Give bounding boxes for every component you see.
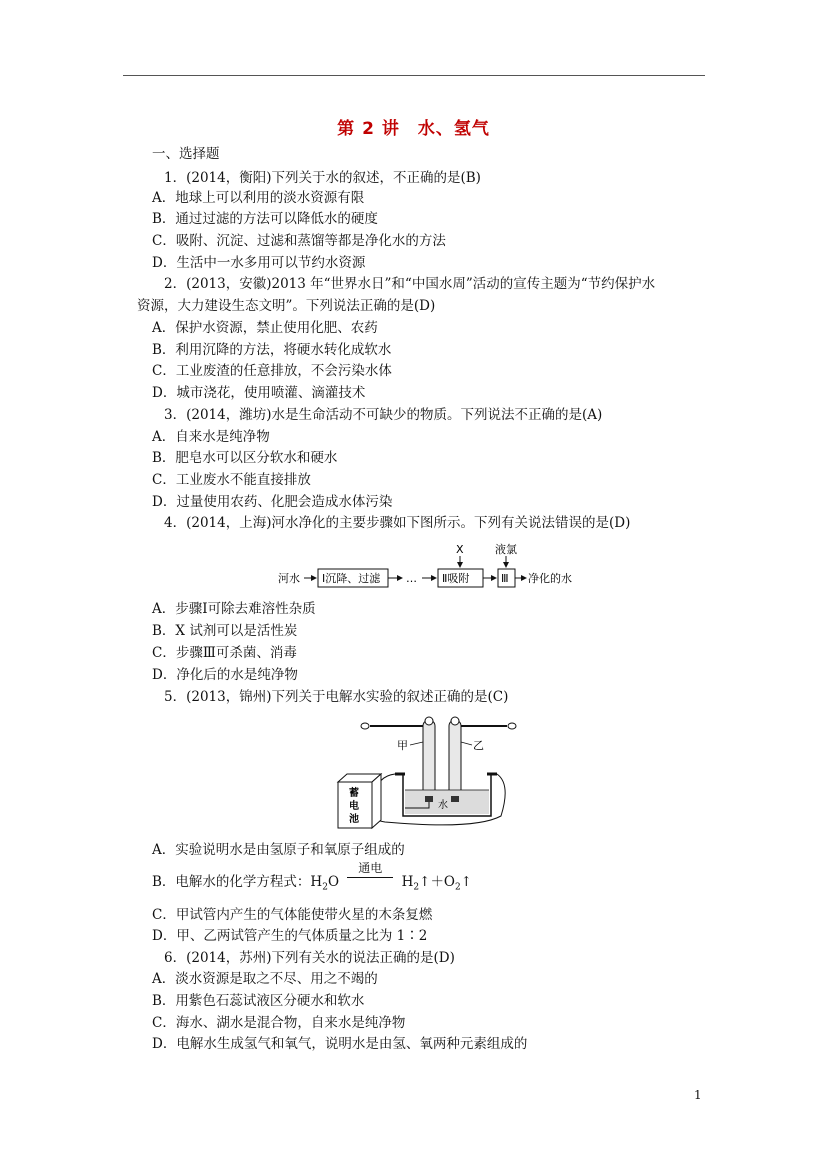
header-rule	[123, 75, 705, 76]
question-6-option-d: D．电解水生成氢气和氧气，说明水是由氢、氧两种元素组成的	[152, 1036, 528, 1052]
question-4-option-b: B．X 试剂可以是活性炭	[152, 623, 298, 639]
question-3-option-b: B．肥皂水可以区分软水和硬水	[152, 450, 338, 466]
o2-subscript: 2	[455, 882, 461, 893]
condition-text: 通电	[358, 861, 383, 875]
question-6-option-b: B．用紫色石蕊试液区分硬水和软水	[152, 993, 365, 1009]
diagram-start-label: 河水	[278, 572, 300, 585]
reaction-condition	[347, 861, 393, 891]
diagram-step-1-label: Ⅰ沉降、过滤	[322, 572, 381, 585]
question-4-option-c: C．步骤Ⅲ可杀菌、消毒	[152, 645, 297, 661]
condition-line	[347, 877, 393, 878]
h2-subscript: 2	[413, 882, 420, 893]
question-2-option-c: C．工业废渣的任意排放，不会污染水体	[152, 363, 392, 379]
section-heading: 一、选择题	[152, 146, 220, 162]
question-3-option-c: C．工业废水不能直接排放	[152, 472, 311, 488]
question-2-option-a: A．保护水资源，禁止使用化肥、农药	[152, 320, 378, 336]
question-4-stem: 4．(2014，上海)河水净化的主要步骤如下图所示。下列有关说法错误的是(D)	[164, 515, 631, 531]
page-title: 第 2 讲 水、氢气	[337, 119, 490, 139]
question-3-option-a: A．自来水是纯净物	[152, 429, 270, 445]
question-2-stem-line2: 资源，大力建设生态文明”。下列说法正确的是(D)	[137, 298, 436, 314]
question-4-option-d: D．净化后的水是纯净物	[152, 667, 298, 683]
question-2-option-d: D．城市浇花，使用喷灌、滴灌技术	[152, 385, 366, 401]
option-b-prefix: B．电解水的化学方程式：H	[152, 874, 323, 890]
question-4-option-a: A．步骤Ⅰ可除去难溶性杂质	[152, 601, 316, 617]
gas-arrow-1: ↑	[419, 874, 431, 890]
question-1-option-b: B．通过过滤的方法可以降低水的硬度	[152, 211, 378, 227]
question-3-option-d: D．过量使用农药、化肥会造成水体污染	[152, 494, 393, 510]
h2o-oxygen: O	[327, 874, 340, 890]
water-purification-diagram	[270, 540, 590, 596]
question-1-stem: 1．(2014，衡阳)下列关于水的叙述，不正确的是(B)	[164, 170, 481, 186]
battery-label-3: 池	[349, 814, 359, 825]
question-1-option-d: D．生活中一水多用可以节约水资源	[152, 255, 366, 271]
water-label: 水	[438, 800, 448, 811]
question-5-stem: 5．(2013，锦州)下列关于电解水实验的叙述正确的是(C)	[164, 689, 509, 705]
battery-label-2: 电	[349, 801, 359, 812]
page-number: 1	[694, 1088, 702, 1102]
diagram-ellipsis: …	[406, 572, 417, 585]
question-1-option-a: A．地球上可以利用的淡水资源有限	[152, 190, 365, 206]
question-2-option-b: B．利用沉降的方法，将硬水转化成软水	[152, 342, 392, 358]
diagram-chlorine-label: 液氯	[495, 543, 517, 556]
diagram-end-label: 净化的水	[528, 572, 572, 585]
question-5-option-c: C．甲试管内产生的气体能使带火星的木条复燃	[152, 907, 433, 923]
question-3-stem: 3．(2014，潍坊)水是生命活动不可缺少的物质。下列说法不正确的是(A)	[164, 407, 603, 423]
question-1-option-c: C．吸附、沉淀、过滤和蒸馏等都是净化水的方法	[152, 233, 446, 249]
diagram-x-reagent-label: X	[456, 543, 464, 556]
question-5-option-a: A．实验说明水是由氢原子和氧原子组成的	[152, 842, 405, 858]
gas-arrow-2: ↑	[460, 874, 473, 890]
left-tube-label: 甲	[397, 739, 408, 752]
question-2-stem-line1: 2．(2013，安徽)2013 年“世界水日”和“中国水周”活动的宣传主题为“节约保护水	[164, 276, 656, 292]
battery-label-1: 蓄	[349, 788, 359, 799]
diagram-step-3-label: Ⅲ	[501, 572, 509, 585]
question-5-option-d: D．甲、乙两试管产生的气体质量之比为 1∶2	[152, 928, 428, 944]
question-5-option-b	[152, 861, 473, 897]
question-6-option-c: C．海水、湖水是混合物，自来水是纯净物	[152, 1015, 406, 1031]
h2o-subscript: 2	[322, 882, 328, 893]
right-tube-label: 乙	[473, 739, 484, 752]
electrolysis-apparatus-figure	[335, 712, 525, 830]
hydrogen-product: H	[401, 874, 414, 890]
oxygen-product: ＋O	[430, 874, 456, 890]
diagram-step-2-label: Ⅱ吸附	[442, 572, 470, 585]
question-6-option-a: A．淡水资源是取之不尽、用之不竭的	[152, 971, 378, 987]
question-6-stem: 6．(2014，苏州)下列有关水的说法正确的是(D)	[164, 950, 455, 966]
